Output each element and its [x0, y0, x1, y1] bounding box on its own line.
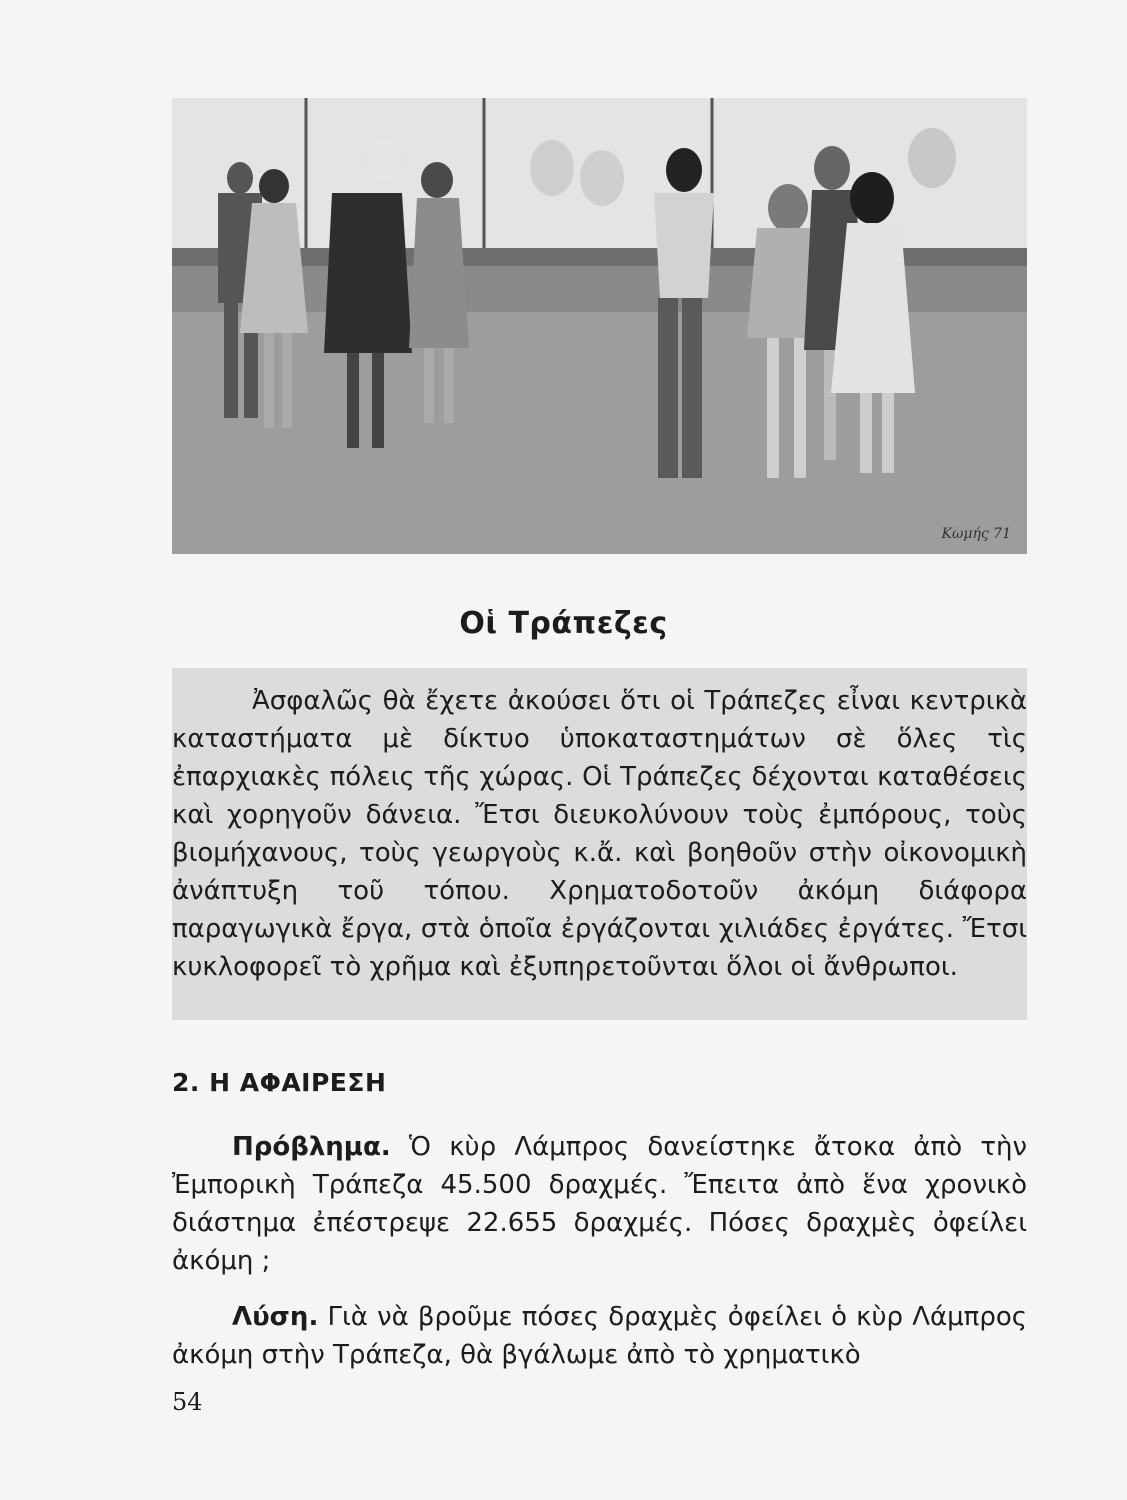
problem-text: Ὁ κὺρ Λάμπρος δανείστηκε ἄτοκα ἀπὸ τὴν Ἐμπορικὴ Τράπεζα 45.500 δραχμές. Ἔπειτα ἀπὸ ἕνα χρονικὸ διάστημα ἐπέστρεψε 22.655 δραχμές. Πόσες δραχμὲς ὀφείλει ἀκόμη ; — [172, 1132, 1027, 1276]
artist-signature: Κωμής 71 — [941, 526, 1011, 542]
solution-text: Γιὰ νὰ βροῦμε πόσες δραχμὲς ὀφείλει ὁ κὺρ Λάμπρος ἀκόμη στὴν Τράπεζα, θὰ βγάλωμε ἀπὸ τὸ χρηματικὸ — [172, 1302, 1027, 1370]
problem-lead: Πρόβλημα. — [232, 1132, 391, 1162]
solution-paragraph — [172, 1298, 1027, 1374]
page-number: 54 — [172, 1388, 203, 1416]
caption-title: Οἱ Τράπεζες — [459, 606, 668, 641]
solution-block — [172, 1298, 1027, 1374]
problem-paragraph — [172, 1128, 1027, 1280]
solution-lead: Λύση. — [232, 1302, 319, 1332]
banks-info-box — [172, 668, 1027, 1020]
bank-scene-drawing — [172, 98, 1027, 554]
bank-illustration — [172, 98, 1027, 554]
problem-block — [172, 1128, 1027, 1280]
banks-paragraph: Ἀσφαλῶς θὰ ἔχετε ἀκούσει ὅτι οἱ Τράπεζες εἶναι κεντρικὰ καταστήματα μὲ δίκτυο ὑποκαταστημάτων σὲ ὅλες τὶς ἐπαρχιακὲς πόλεις τῆς χώρας. Οἱ Τράπεζες δέχονται καταθέσεις καὶ χορηγοῦν δάνεια. Ἔτσι διευκολύνουν τοὺς ἐμπόρους, τοὺς βιομήχανους, τοὺς γεωργοὺς κ.ἄ. καὶ βοηθοῦν στὴν οἰκονομικὴ ἀνάπτυξη τοῦ τόπου. Χρηματοδοτοῦν ἀκόμη διάφορα παραγωγικὰ ἔργα, στὰ ὁποῖα ἐργάζονται χιλιάδες ἐργάτες. Ἔτσι κυκλοφορεῖ τὸ χρῆμα καὶ ἐξυπηρετοῦνται ὅλοι οἱ ἄνθρωποι. — [172, 686, 1027, 982]
section-heading: 2. Η ΑΦΑΙΡΕΣΗ — [172, 1068, 387, 1097]
